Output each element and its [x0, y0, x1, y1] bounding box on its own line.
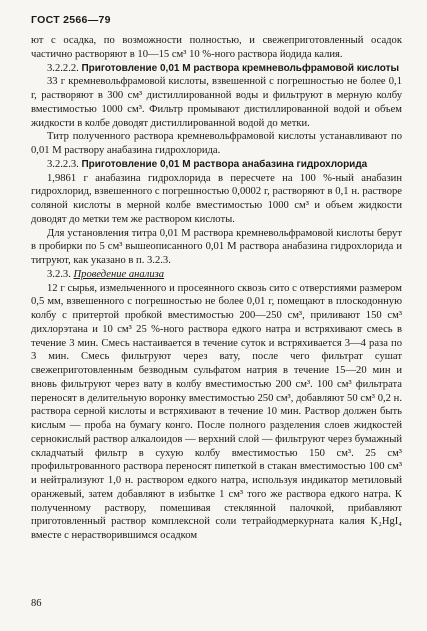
standard-header: ГОСТ 2566—79: [31, 14, 111, 26]
paragraph: 33 г кремневольфрамовой кислоты, взвешенной с погрешностью не более 0,1 г, растворяют в 300 см³ дистиллированной воды и фильтруют в мерную колбу вместимостью 1000 см³. Фильтр промывают дистиллированной водой и объем жидкости в колбе доводят дистиллированной водой до метки.: [31, 76, 402, 129]
section-heading: [31, 268, 402, 282]
section-number: 3.2.3.: [47, 268, 71, 280]
paragraph: Титр полученного раствора кремневольфрамовой кислоты устанавливают по 0,01 М раствору анабазина гидрохлорида.: [31, 131, 402, 156]
paragraph: 12 г сырья, измельченного и просеянного сквозь сито с отверстиями размером 0,5 мм, взвешенного с погрешностью не более 0,01 г, помещают в плоскодонную колбу с притертой пробкой вместимостью 200—250 см³, приливают 150 см³ дихлорэтана и 10 см³ 25 %-ного раствора едкого натра и встряхивают смесь в течение 3 мин. Смесь настаивается в течение суток и встряхивается 3—4 раза по 3 мин. Смесь фильтруют через вату, после чего фильтрат сушат свежеприготовленным безводным сульфатом натрия в течение 15—20 мин и вновь фильтруют через вату в колбу вместимостью 200 см³. 100 см³ фильтрата переносят в делительную воронку вместимостью 250 см³, добавляют 50 см³ 0,2 н. раствора серной кислоты и встряхивают в течение 10 мин. Раствор должен быть кислым — проба на бумагу конго. После полного разделения слоев жидкостей сернокислый раствор алкалоидов — верхний слой — фильтруют через бумажный складчатый фильтр в сухую колбу вместимостью 150 см³. 25 см³ профильтрованного раствора переносят пипеткой в стакан вместимостью 100 см³ и нейтрализуют 1,0 н. раствором едкого натра, используя индикатор метиловый оранжевый, затем добавляют в избытке 1 см³ того же раствора едкого натра. К полученному раствору, помешивая стеклянной палочкой, прибавляют приготовленный раствор комплексной соли тетрайодмеркурната калия K₂HgI₄ вместе с нерастворившимся осадком: [31, 282, 402, 541]
section-title: Приготовление 0,01 М раствора анабазина гидрохлорида: [81, 158, 368, 170]
page-number: 86: [31, 598, 42, 609]
section-number: 3.2.2.2.: [47, 62, 79, 74]
section-heading: [31, 62, 402, 76]
paragraph: ют с осадка, по возможности полностью, и свежеприготовленный осадок частично растворяют в 10—15 см³ 10 %-ного раствора йодида калия.: [31, 35, 402, 60]
section-number: 3.2.2.3.: [47, 158, 79, 170]
section-title: Проведение анализа: [73, 268, 165, 280]
document-body: [31, 34, 402, 543]
section-heading: [31, 158, 402, 172]
paragraph: 1,9861 г анабазина гидрохлорида в пересчете на 100 %-ный анабазин гидрохлорид, взвешенного с погрешностью 0,0002 г, растворяют в 0,1 н. растворе соляной кислоты в мерной колбе вместимостью 1000 см³ и объем жидкости доводят до метки тем же раствором кислоты.: [31, 172, 402, 225]
paragraph: Для установления титра 0,01 М раствора кремневольфрамовой кислоты берут в пробирки по 5 см³ вышеописанного 0,01 М раствора анабазина гидрохлорида и титруют, как указано в п. 3.2.3.: [31, 227, 402, 266]
section-title: Приготовление 0,01 М раствора кремневольфрамовой кислоты: [81, 62, 400, 74]
